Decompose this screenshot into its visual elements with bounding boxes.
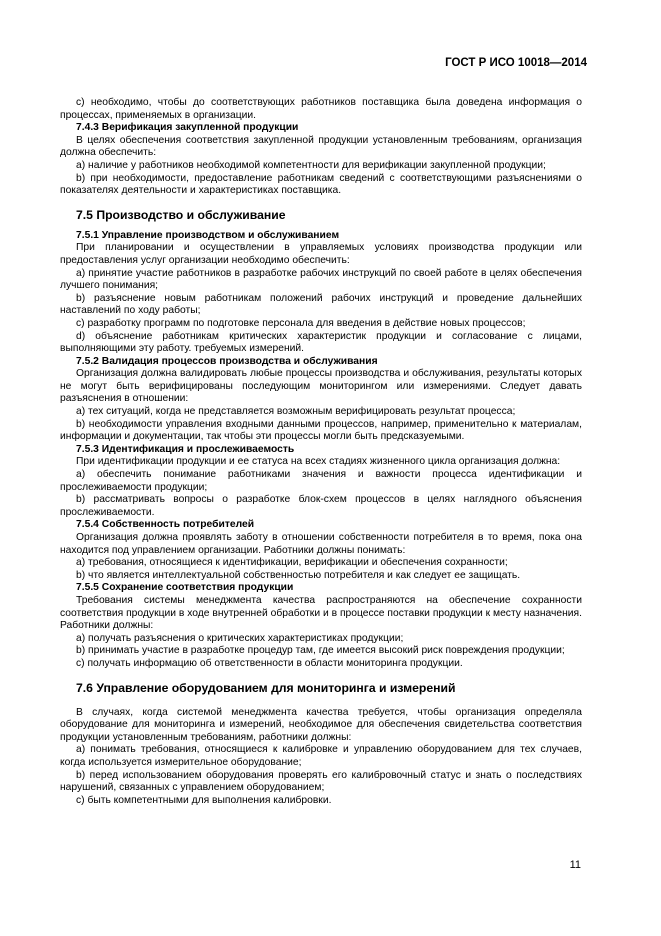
section-heading: 7.5.1 Управление производством и обслуживанием	[76, 229, 340, 241]
paragraph: В целях обеспечения соответствия закупленной продукции установленным требованиям, организация должна обеспечить:	[60, 134, 582, 159]
paragraph: Требования системы менеджмента качества распространяются на обеспечение сохранности соответствия продукции в ходе внутренней обработки и в процессе поставки продукции к месту назначения. Работники должны:	[60, 594, 582, 632]
list-item: a) принятие участие работников в разработке рабочих инструкций по своей работе в целях обеспечения лучшего понимания;	[60, 267, 582, 292]
list-item: c) разработку программ по подготовке персонала для введения в действие новых процессов;	[76, 317, 526, 329]
list-item: a) требования, относящиеся к идентификации, верификации и обеспечения сохранности;	[76, 557, 508, 569]
list-item: c) получать информацию об ответственности в области мониторинга продукции.	[76, 657, 463, 669]
list-item: a) наличие у работников необходимой компетентности для верификации закупленной продукции;	[76, 159, 546, 171]
list-item: b) разъяснение новым работникам положений рабочих инструкций и проведение дальнейших наставлений по ходу работы;	[60, 292, 582, 317]
list-item: a) понимать требования, относящиеся к калибровке и управлению оборудованием для тех случаев, когда используется измерительное оборудование;	[60, 744, 582, 768]
list-item: b) перед использованием оборудования проверять его калибровочный статус и знать о последствиях нарушений, связанных с управлением оборудованием;	[60, 769, 582, 794]
list-item: b) рассматривать вопросы о разработке блок-схем процессов в целях наглядного объяснения прослеживаемости.	[60, 494, 582, 518]
list-item: d) объяснение работникам критических характеристик продукции и согласование с лицами, выполняющими эту работу. требуемых измерений.	[60, 330, 582, 355]
document-header: ГОСТ Р ИСО 10018—2014	[445, 57, 587, 69]
paragraph: Организация должна проявлять заботу в отношении собственности потребителя в то время, пока она находится под управлением организации. Работники должны понимать:	[60, 532, 582, 556]
section-heading: 7.5 Производство и обслуживание	[76, 207, 286, 222]
list-item: c) быть компетентными для выполнения калибровки.	[76, 794, 332, 806]
section-heading: 7.6 Управление оборудованием для мониторинга и измерений	[76, 680, 456, 695]
paragraph: c) необходимо, чтобы до соответствующих работников поставщика была доведена информация о процессах, применяемых в организации.	[60, 97, 582, 121]
paragraph: При планировании и осуществлении в управляемых условиях производства продукции или предоставления услуг организации необходимо обеспечить:	[60, 242, 582, 266]
list-item: a) обеспечить понимание работниками значения и важности процесса идентификации и прослеживаемости продукции;	[60, 469, 582, 493]
list-item: b) при необходимости, предоставление работникам сведений с соответствующими разъяснениями о показателях деятельности и характеристиках поставщика.	[60, 172, 582, 197]
list-item: b) принимать участие в разработке процедур там, где имеется высокий риск повреждения продукции;	[76, 645, 565, 657]
section-heading: 7.5.5 Сохранение соответствия продукции	[76, 582, 294, 594]
list-item: b) что является интеллектуальной собственностью потребителя и как следует ее защищать.	[76, 569, 521, 581]
section-heading: 7.5.4 Собственность потребителей	[76, 519, 255, 531]
section-heading: 7.5.3 Идентификация и прослеживаемость	[76, 443, 295, 455]
paragraph: Организация должна валидировать любые процессы производства и обслуживания, результаты которых не могут быть верифицированы последующим мониторингом или измерениями. Следует давать разъяснения в отношении:	[60, 368, 582, 405]
list-item: a) получать разъяснения о критических характеристиках продукции;	[76, 632, 404, 644]
section-heading: 7.4.3 Верификация закупленной продукции	[76, 122, 299, 134]
list-item: a) тех ситуаций, когда не представляется возможным верифицировать результат процесса;	[76, 406, 516, 418]
paragraph: В случаях, когда системой менеджмента качества требуется, чтобы организация определяла оборудование для мониторинга и измерений, необходимое для обеспечения свидетельства соответствия продукции установленным требованиям, работники должны:	[60, 706, 582, 743]
page-number: 11	[569, 859, 581, 871]
list-item: b) необходимости управления входными данными процессов, например, применительно к материалам, информации и документации, так чтобы эти процессы могли быть предсказуемыми.	[60, 418, 582, 443]
paragraph: При идентификации продукции и ее статуса на всех стадиях жизненного цикла организация должна:	[76, 456, 561, 468]
section-heading: 7.5.2 Валидация процессов производства и обслуживания	[76, 355, 378, 367]
document-body	[60, 97, 582, 807]
